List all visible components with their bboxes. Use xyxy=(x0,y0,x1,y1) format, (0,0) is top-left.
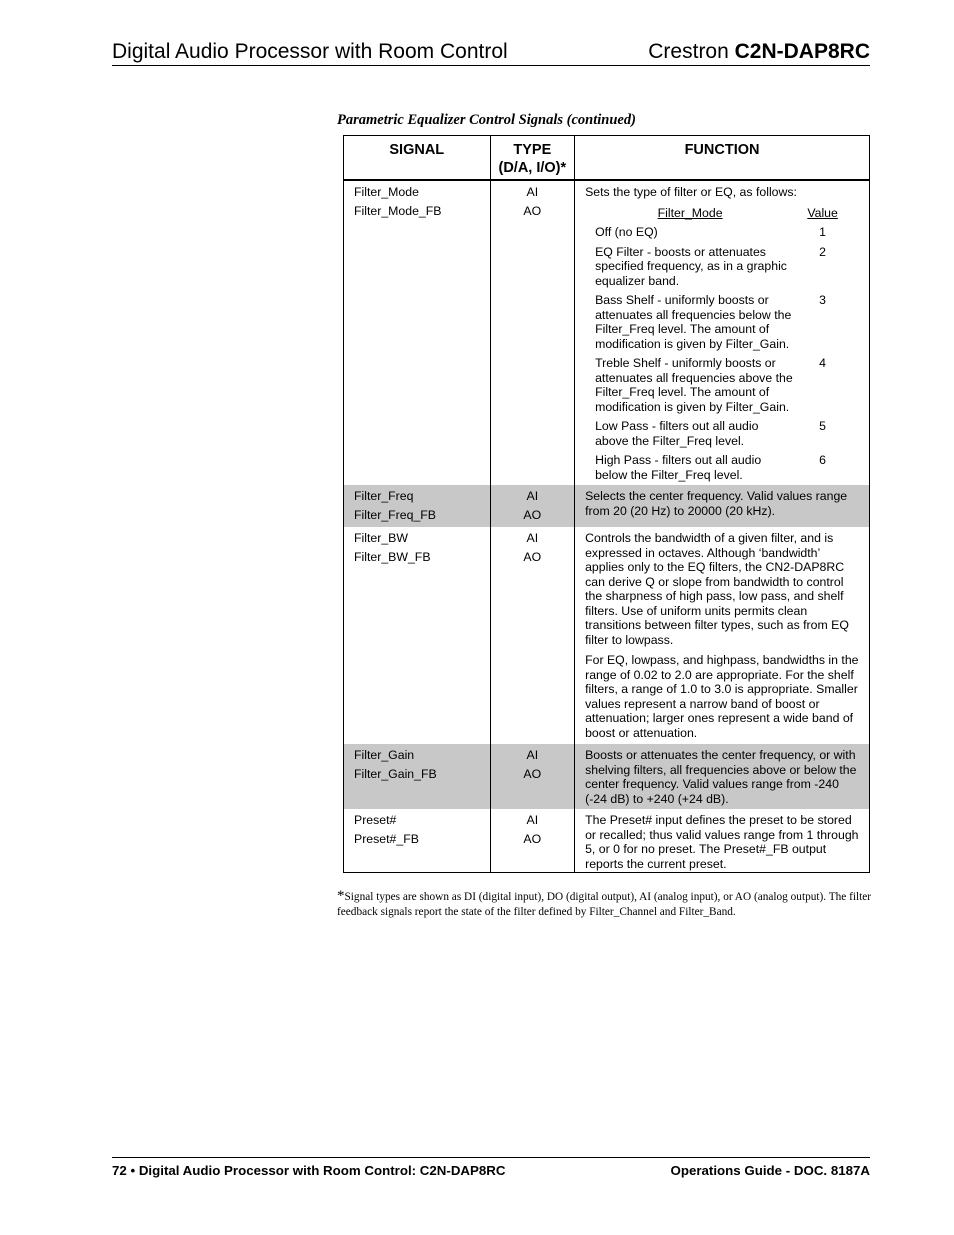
list-item xyxy=(585,293,859,351)
footer-left: 72 • Digital Audio Processor with Room Control: C2N-DAP8RC xyxy=(112,1163,506,1178)
table-header-row xyxy=(344,136,870,181)
signal-type: AO xyxy=(523,832,542,846)
type-header-line1: TYPE xyxy=(513,142,552,158)
page-footer xyxy=(112,1157,870,1178)
table-row xyxy=(344,809,870,873)
page-header xyxy=(112,40,870,66)
type-cell xyxy=(490,527,575,744)
table-row xyxy=(344,485,870,527)
signal-cell xyxy=(344,485,491,527)
type-header-line2: (D/A, I/O)* xyxy=(498,160,567,176)
filter-mode-list xyxy=(585,206,859,482)
signal-cell xyxy=(344,809,491,873)
footnote-text: Signal types are shown as DI (digital input), DO (digital output), AI (analog input), or AO (analog output). The filter feedback signals report the state of the filter defined by Filter_Channel and Filter_Band. xyxy=(337,891,872,918)
signal-name: Preset# xyxy=(354,813,397,827)
column-header-function: FUNCTION xyxy=(575,136,870,181)
mode-description: EQ Filter - boosts or attenuates specified frequency, as in a graphic equalizer band. xyxy=(595,244,787,288)
signal-cell xyxy=(344,180,491,485)
header-product xyxy=(648,40,870,64)
mode-description: Off (no EQ) xyxy=(595,225,658,239)
header-brand: Crestron xyxy=(648,40,729,63)
type-cell xyxy=(490,744,575,809)
signal-name: Filter_Gain xyxy=(354,748,415,762)
signal-name: Filter_Gain_FB xyxy=(354,767,437,781)
mode-value-header: Value xyxy=(807,206,838,220)
mode-description: High Pass - filters out all audio below the Filter_Freq level. xyxy=(595,453,762,482)
function-cell xyxy=(575,744,870,809)
signal-name: Preset#_FB xyxy=(354,832,419,846)
table-caption: Parametric Equalizer Control Signals (continued) xyxy=(337,112,636,128)
mode-description: Bass Shelf - uniformly boosts or attenuates all frequencies below the Filter_Freq level. The amount of modification is given by Filter_Gain. xyxy=(595,293,792,351)
signal-type: AO xyxy=(523,550,542,564)
footnote-asterisk: * xyxy=(337,888,345,904)
table-row xyxy=(344,744,870,809)
signal-name: Filter_Mode xyxy=(354,185,419,199)
signal-type: AI xyxy=(526,185,539,199)
type-cell xyxy=(490,485,575,527)
signal-cell xyxy=(344,744,491,809)
mode-value: 3 xyxy=(819,293,827,307)
mode-description: Low Pass - filters out all audio above the Filter_Freq level. xyxy=(595,419,759,448)
mode-name-header: Filter_Mode xyxy=(657,206,723,220)
function-text: Boosts or attenuates the center frequency, or with shelving filters, all frequencies above or below the center frequency. Valid values range from -240 (-24 dB) to +240 (+24 dB). xyxy=(585,748,857,806)
signal-name: Filter_Freq_FB xyxy=(354,508,437,522)
function-text: For EQ, lowpass, and highpass, bandwidths in the range of 0.02 to 2.0 are appropriate. For the shelf filters, a range of 1.0 to 3.0 is appropriate. Smaller values represent a narrow band of boost or attenuation; larger ones represent a wide band of boost or attenuation. xyxy=(585,653,859,740)
signal-type: AI xyxy=(526,813,539,827)
type-cell xyxy=(490,180,575,485)
signal-type: AO xyxy=(523,508,542,522)
mode-value: 1 xyxy=(819,225,827,239)
list-item xyxy=(585,225,859,240)
filter-mode-list-header xyxy=(585,206,859,225)
function-cell xyxy=(575,809,870,873)
function-text: Controls the bandwidth of a given filter, and is expressed in octaves. Although ‘bandwidth’ applies only to the EQ filters, the CN2-DAP8RC can derive Q or slope from bandwidth to control the sharpness of high pass, low pass, and shelf filters. Use of uniform units permits clean transitions between filter types, such as from EQ filter to lowpass. xyxy=(585,531,849,647)
signal-name: Filter_Freq xyxy=(354,489,414,503)
mode-value: 4 xyxy=(819,356,827,370)
column-header-type xyxy=(490,136,575,181)
list-item xyxy=(585,356,859,414)
signal-name: Filter_BW xyxy=(354,531,408,545)
table-row xyxy=(344,527,870,744)
signal-cell xyxy=(344,527,491,744)
mode-value: 6 xyxy=(819,453,827,467)
signal-type: AI xyxy=(526,489,539,503)
type-cell xyxy=(490,809,575,873)
mode-value: 5 xyxy=(819,419,827,433)
table-footnote xyxy=(337,889,877,920)
signal-name: Filter_BW_FB xyxy=(354,550,431,564)
signal-type: AI xyxy=(526,748,539,762)
signals-table xyxy=(343,135,870,873)
signal-type: AO xyxy=(523,204,542,218)
function-text: Selects the center frequency. Valid values range from 20 (20 Hz) to 20000 (20 kHz). xyxy=(585,489,848,518)
list-item xyxy=(585,419,859,448)
function-cell xyxy=(575,180,870,485)
footer-right: Operations Guide - DOC. 8187A xyxy=(670,1163,870,1178)
signal-name: Filter_Mode_FB xyxy=(354,204,442,218)
header-title: Digital Audio Processor with Room Control xyxy=(112,40,508,63)
function-cell xyxy=(575,485,870,527)
list-item xyxy=(585,245,859,289)
table-row xyxy=(344,180,870,485)
list-item xyxy=(585,453,859,482)
signal-type: AO xyxy=(523,767,542,781)
column-header-signal: SIGNAL xyxy=(344,136,491,181)
function-intro: Sets the type of filter or EQ, as follows: xyxy=(585,185,797,199)
mode-description: Treble Shelf - uniformly boosts or attenuates all frequencies above the Filter_Freq level. The amount of modification is given by Filter_Gain. xyxy=(595,356,793,414)
function-text: The Preset# input defines the preset to be stored or recalled; thus valid values range from 1 through 5, or 0 for no preset. The Preset#_FB output reports the current preset. xyxy=(585,813,859,871)
mode-value: 2 xyxy=(819,244,827,259)
header-model: C2N-DAP8RC xyxy=(734,40,870,63)
signal-type: AI xyxy=(526,531,539,545)
function-cell xyxy=(575,527,870,744)
